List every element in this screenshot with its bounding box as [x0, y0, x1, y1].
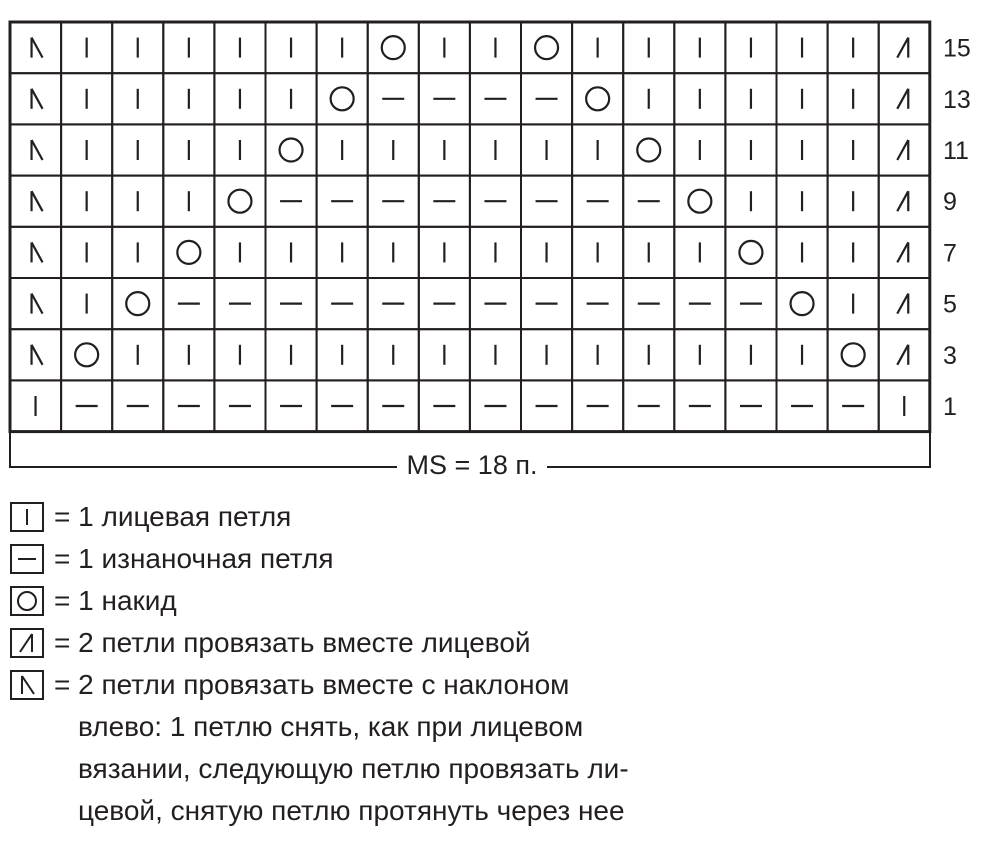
cell-knit-icon	[317, 22, 368, 73]
cell-k2tog-icon	[879, 227, 930, 278]
cell-yarn-over-icon	[61, 329, 112, 380]
cell-knit-icon	[623, 329, 674, 380]
legend-ssk-text-2: влево: 1 петлю снять, как при лицевом	[78, 711, 584, 742]
cell-knit-icon	[674, 329, 725, 380]
cell-knit-icon	[521, 227, 572, 278]
chart-row	[10, 278, 930, 329]
chart-row	[10, 329, 930, 380]
cell-knit-icon	[419, 227, 470, 278]
legend-k2tog-text: = 2 петли провязать вместе лицевой	[54, 627, 531, 658]
legend-item-purl	[10, 538, 990, 580]
cell-yarn-over-icon	[828, 329, 879, 380]
cell-knit-icon	[214, 22, 265, 73]
cell-knit-icon	[419, 329, 470, 380]
purl-symbol-icon	[10, 544, 44, 574]
legend-ssk-text-1: = 2 петли провязать вместе с наклоном	[54, 669, 570, 700]
cell-knit-icon	[368, 227, 419, 278]
cell-knit-icon	[725, 22, 776, 73]
cell-knit-icon	[470, 22, 521, 73]
cell-ssk-icon	[10, 176, 61, 227]
cell-ssk-icon	[10, 227, 61, 278]
cell-knit-icon	[777, 176, 828, 227]
cell-purl-icon	[163, 278, 214, 329]
cell-ssk-icon	[10, 278, 61, 329]
cell-purl-icon	[623, 380, 674, 431]
cell-knit-icon	[674, 124, 725, 175]
cell-knit-icon	[163, 22, 214, 73]
cell-knit-icon	[112, 329, 163, 380]
cell-purl-icon	[317, 176, 368, 227]
cell-k2tog-icon	[879, 176, 930, 227]
row-number-label: 9	[943, 188, 957, 217]
cell-knit-icon	[163, 124, 214, 175]
cell-knit-icon	[112, 227, 163, 278]
cell-knit-icon	[163, 329, 214, 380]
cell-purl-icon	[214, 380, 265, 431]
cell-ssk-icon	[10, 329, 61, 380]
row-number-label: 13	[943, 85, 971, 114]
cell-knit-icon	[777, 227, 828, 278]
cell-purl-icon	[368, 73, 419, 124]
cell-purl-icon	[521, 278, 572, 329]
chart-row	[10, 176, 930, 227]
cell-purl-icon	[777, 380, 828, 431]
cell-purl-icon	[266, 278, 317, 329]
cell-yarn-over-icon	[521, 22, 572, 73]
cell-yarn-over-icon	[368, 22, 419, 73]
cell-purl-icon	[368, 176, 419, 227]
cell-k2tog-icon	[879, 329, 930, 380]
cell-knit-icon	[214, 124, 265, 175]
cell-knit-icon	[674, 73, 725, 124]
cell-knit-icon	[777, 124, 828, 175]
chart-row	[10, 124, 930, 175]
cell-knit-icon	[368, 124, 419, 175]
cell-knit-icon	[521, 329, 572, 380]
cell-purl-icon	[368, 380, 419, 431]
cell-knit-icon	[674, 22, 725, 73]
legend-yo-text: = 1 накид	[54, 585, 177, 616]
cell-knit-icon	[266, 227, 317, 278]
cell-knit-icon	[777, 73, 828, 124]
cell-knit-icon	[112, 22, 163, 73]
cell-k2tog-icon	[879, 278, 930, 329]
repeat-label-box	[0, 450, 944, 480]
legend-knit-text: = 1 лицевая петля	[54, 501, 292, 532]
cell-knit-icon	[368, 329, 419, 380]
cell-purl-icon	[419, 380, 470, 431]
cell-purl-icon	[214, 278, 265, 329]
cell-knit-icon	[725, 329, 776, 380]
cell-purl-icon	[317, 278, 368, 329]
cell-knit-icon	[163, 73, 214, 124]
cell-purl-icon	[368, 278, 419, 329]
cell-ssk-icon	[10, 73, 61, 124]
cell-yarn-over-icon	[623, 124, 674, 175]
legend-ssk-text-4: цевой, снятую петлю протянуть через нее	[78, 795, 625, 826]
cell-knit-icon	[214, 329, 265, 380]
cell-purl-icon	[674, 380, 725, 431]
cell-purl-icon	[317, 380, 368, 431]
cell-knit-icon	[725, 176, 776, 227]
cell-purl-icon	[163, 380, 214, 431]
cell-ssk-icon	[10, 124, 61, 175]
cell-yarn-over-icon	[112, 278, 163, 329]
cell-purl-icon	[521, 380, 572, 431]
cell-purl-icon	[266, 176, 317, 227]
cell-knit-icon	[777, 22, 828, 73]
row-number-label: 15	[943, 34, 971, 63]
legend-purl-text: = 1 изнаночная петля	[54, 543, 334, 574]
row-number-label: 11	[943, 137, 969, 165]
row-number-labels	[943, 35, 971, 421]
chart-row	[10, 227, 930, 278]
cell-knit-icon	[572, 124, 623, 175]
cell-knit-icon	[572, 22, 623, 73]
cell-k2tog-icon	[879, 22, 930, 73]
cell-knit-icon	[61, 278, 112, 329]
legend-ssk-text-3: вязании, следующую петлю провязать ли-	[78, 753, 629, 784]
cell-knit-icon	[623, 73, 674, 124]
cell-knit-icon	[163, 176, 214, 227]
cell-knit-icon	[572, 227, 623, 278]
cell-knit-icon	[10, 380, 61, 431]
cell-knit-icon	[61, 22, 112, 73]
cell-knit-icon	[266, 22, 317, 73]
legend-item-ssk	[10, 664, 990, 706]
cell-ssk-icon	[10, 22, 61, 73]
cell-knit-icon	[61, 176, 112, 227]
cell-knit-icon	[828, 278, 879, 329]
cell-yarn-over-icon	[214, 176, 265, 227]
cell-yarn-over-icon	[725, 227, 776, 278]
cell-purl-icon	[725, 278, 776, 329]
cell-knit-icon	[623, 22, 674, 73]
cell-k2tog-icon	[879, 124, 930, 175]
cell-purl-icon	[674, 278, 725, 329]
row-number-label: 1	[943, 393, 957, 421]
cell-knit-icon	[674, 227, 725, 278]
cell-knit-icon	[470, 124, 521, 175]
cell-purl-icon	[572, 278, 623, 329]
cell-purl-icon	[266, 380, 317, 431]
cell-purl-icon	[61, 380, 112, 431]
cell-purl-icon	[470, 73, 521, 124]
row-number-label: 3	[943, 341, 957, 370]
cell-purl-icon	[419, 73, 470, 124]
yarn-over-symbol-icon	[10, 586, 44, 616]
k2tog-symbol-icon	[10, 628, 44, 658]
cell-knit-icon	[828, 124, 879, 175]
cell-yarn-over-icon	[266, 124, 317, 175]
cell-knit-icon	[317, 227, 368, 278]
cell-knit-icon	[266, 73, 317, 124]
ssk-symbol-icon	[10, 670, 44, 700]
cell-knit-icon	[725, 73, 776, 124]
cell-knit-icon	[214, 73, 265, 124]
chart-row	[10, 22, 930, 73]
row-number-label: 7	[943, 239, 957, 268]
chart-grid	[10, 22, 930, 432]
cell-knit-icon	[470, 329, 521, 380]
cell-purl-icon	[572, 380, 623, 431]
cell-knit-icon	[879, 380, 930, 431]
cell-knit-icon	[572, 329, 623, 380]
cell-purl-icon	[470, 380, 521, 431]
cell-purl-icon	[470, 176, 521, 227]
cell-knit-icon	[521, 124, 572, 175]
chart-row	[10, 380, 930, 431]
knit-symbol-icon	[10, 502, 44, 532]
cell-purl-icon	[623, 278, 674, 329]
cell-yarn-over-icon	[163, 227, 214, 278]
cell-purl-icon	[419, 278, 470, 329]
cell-knit-icon	[317, 124, 368, 175]
cell-purl-icon	[470, 278, 521, 329]
cell-knit-icon	[725, 124, 776, 175]
cell-purl-icon	[112, 380, 163, 431]
cell-knit-icon	[214, 227, 265, 278]
cell-knit-icon	[112, 176, 163, 227]
cell-knit-icon	[419, 124, 470, 175]
cell-knit-icon	[266, 329, 317, 380]
chart-row	[10, 73, 930, 124]
cell-yarn-over-icon	[674, 176, 725, 227]
cell-purl-icon	[419, 176, 470, 227]
cell-yarn-over-icon	[317, 73, 368, 124]
cell-knit-icon	[828, 22, 879, 73]
cell-purl-icon	[623, 176, 674, 227]
cell-knit-icon	[61, 124, 112, 175]
cell-knit-icon	[317, 329, 368, 380]
cell-knit-icon	[61, 73, 112, 124]
cell-purl-icon	[521, 73, 572, 124]
cell-knit-icon	[828, 73, 879, 124]
row-number-label: 5	[943, 290, 957, 319]
cell-knit-icon	[828, 227, 879, 278]
repeat-label: MS = 18 п.	[397, 450, 548, 480]
cell-purl-icon	[828, 380, 879, 431]
legend	[10, 496, 990, 832]
cell-yarn-over-icon	[777, 278, 828, 329]
cell-knit-icon	[61, 227, 112, 278]
cell-knit-icon	[112, 73, 163, 124]
cell-knit-icon	[623, 227, 674, 278]
cell-yarn-over-icon	[572, 73, 623, 124]
cell-knit-icon	[112, 124, 163, 175]
legend-item-yo	[10, 580, 990, 622]
cell-knit-icon	[828, 176, 879, 227]
cell-purl-icon	[572, 176, 623, 227]
cell-purl-icon	[725, 380, 776, 431]
cell-knit-icon	[777, 329, 828, 380]
legend-item-knit	[10, 496, 990, 538]
cell-purl-icon	[521, 176, 572, 227]
cell-knit-icon	[470, 227, 521, 278]
cell-k2tog-icon	[879, 73, 930, 124]
legend-item-k2tog	[10, 622, 990, 664]
cell-knit-icon	[419, 22, 470, 73]
